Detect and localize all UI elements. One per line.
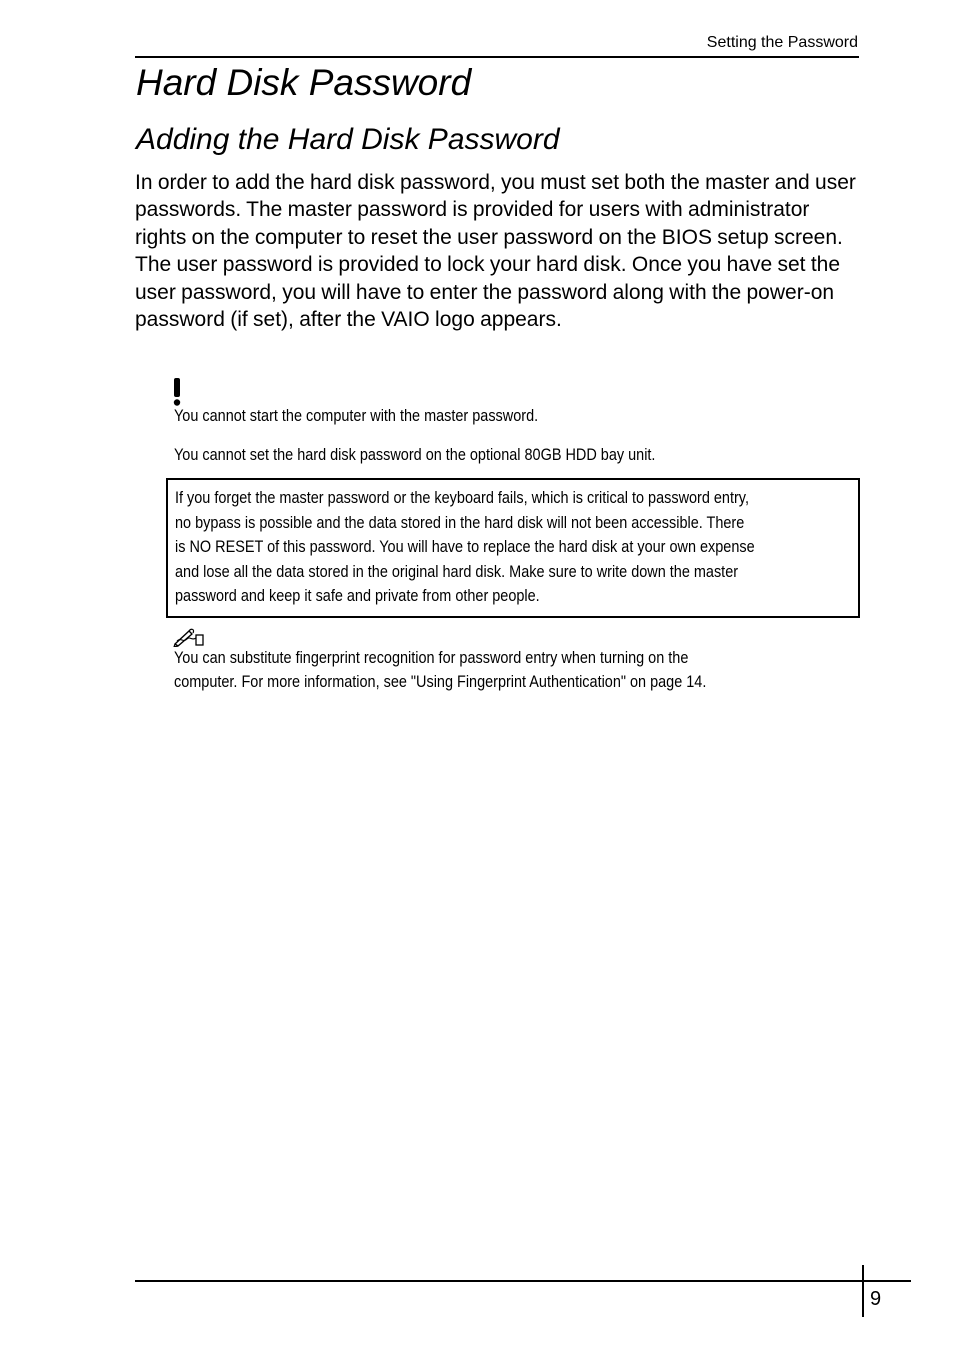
tip-line: computer. For more information, see "Using Fingerprint Authentication" on page 14. (174, 672, 707, 691)
warning-line: and lose all the data stored in the original hard disk. Make sure to write down the master (175, 561, 739, 581)
footer-rule (135, 1280, 911, 1282)
page-title: Hard Disk Password (136, 62, 472, 103)
tip-line: You can substitute fingerprint recognition for password entry when turning on the (174, 648, 689, 667)
warning-line: is NO RESET of this password. You will have to replace the hard disk at your own expense (175, 537, 755, 556)
tip-note (174, 646, 755, 694)
body-paragraph: In order to add the hard disk password, you must set both the master and user passwords. The master password is provided for users with administrator rights on the computer to reset the user password on the BIOS setup screen. The user password is provided to lock your hard disk. Once you have set the user password, you will have to enter the password along with the power-on password (if set), after the VAIO logo appears. (135, 171, 856, 332)
warning-line: password and keep it safe and private from other people. (175, 586, 540, 605)
section-title: Adding the Hard Disk Password (136, 123, 560, 156)
exclamation-icon (172, 378, 182, 406)
header-rule (135, 56, 859, 58)
warning-text (175, 486, 855, 609)
pen-note-icon (173, 627, 205, 647)
page-number: 9 (870, 1288, 882, 1310)
warning-line: If you forget the master password or the keyboard fails, which is critical to password entry, (175, 488, 749, 507)
caution-note-master-password: You cannot start the computer with the master password. (174, 406, 539, 425)
footer-divider (862, 1265, 864, 1317)
warning-line: no bypass is possible and the data stored in the hard disk will not been accessible. There (175, 512, 745, 532)
warning-box (166, 478, 860, 618)
caution-note-hdd-bay: You cannot set the hard disk password on the optional 80GB HDD bay unit. (174, 445, 656, 464)
running-header: Setting the Password (706, 34, 858, 51)
